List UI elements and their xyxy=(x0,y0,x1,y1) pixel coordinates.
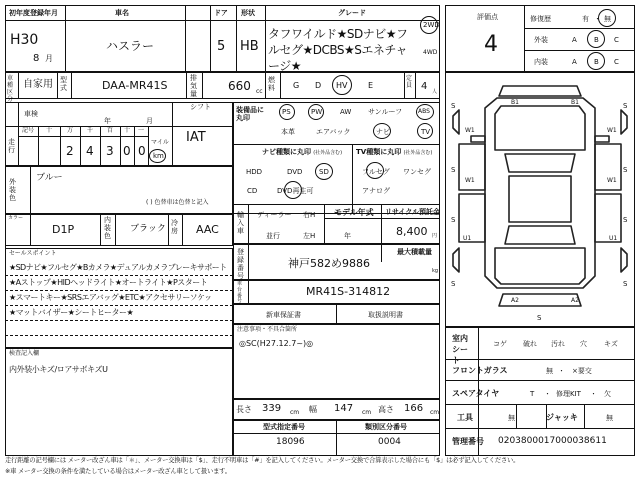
chassis-label: 車台番号 xyxy=(237,281,243,305)
usage: 自家用 xyxy=(23,79,53,90)
width-value: 147 xyxy=(334,403,354,414)
tools-value: 無 xyxy=(508,414,515,422)
dmg-w1-left-2: W1 xyxy=(465,177,475,184)
car-mirror-right xyxy=(595,136,609,142)
import-left: 左H xyxy=(303,232,316,240)
car-name-label: 車名 xyxy=(115,9,129,17)
ext-grade-a: A xyxy=(572,36,577,44)
navi-hdd: HDD xyxy=(246,168,263,176)
s-mark-3: S xyxy=(451,166,456,174)
digit-header-man: 万 xyxy=(67,127,74,134)
dmg-w1-right: W1 xyxy=(607,127,617,134)
mileage-digit-sen: 3 xyxy=(106,144,114,158)
tv-title xyxy=(356,148,432,157)
mgmt-value: 0203800017000038611 xyxy=(498,436,607,446)
repair-label: 修復歴 xyxy=(530,15,551,23)
insp-year-unit: 年 xyxy=(104,117,111,125)
equipment-label: 装備品に丸印 xyxy=(236,106,264,123)
car-mirror-left xyxy=(471,136,485,142)
inspector-label: 検査記入欄 xyxy=(9,350,40,357)
fuel-g: G xyxy=(293,81,300,90)
insp-month-unit: 月 xyxy=(146,117,153,125)
s-mark-5: S xyxy=(451,216,456,224)
navi-dvdplay: DVD再生可 xyxy=(277,187,314,195)
eq-navi: ナビ xyxy=(376,128,390,136)
dmg-a2-rear-right: A2 xyxy=(571,297,579,304)
seat-opt-scratch: キズ xyxy=(604,340,618,348)
seat-opt-burn: コゲ xyxy=(493,340,507,348)
s-mark-1: S xyxy=(451,102,456,110)
eq-aw: AW xyxy=(340,108,352,116)
mileage-label: 走行 xyxy=(8,138,15,155)
dmg-a2-rear-left: A2 xyxy=(511,297,519,304)
height-label: 高さ xyxy=(378,405,394,414)
class-code-value: 0004 xyxy=(378,437,401,447)
type-code-value: 18096 xyxy=(276,437,305,447)
tv-title-text: TV種類に丸印 xyxy=(356,148,402,156)
notes-label: 注意事項・不具合箇所 xyxy=(237,326,298,333)
tv-fullseg: フルセグ xyxy=(362,168,390,176)
grade-label: グレード xyxy=(338,9,366,17)
reg-month: 8 xyxy=(33,53,40,64)
interior-color-label: 内装色 xyxy=(104,216,111,241)
car-wheel-lf xyxy=(453,110,459,134)
interior-color: ブラック xyxy=(130,224,166,234)
score: 4 xyxy=(484,32,498,57)
repair-yes: 有 xyxy=(582,15,589,23)
max-load-kg: kg xyxy=(432,268,439,274)
ac: AAC xyxy=(196,223,219,236)
length-value: 339 xyxy=(262,403,282,414)
int-grade-b: B xyxy=(594,58,599,66)
import-label: 輸入車 xyxy=(237,211,244,236)
car-hood xyxy=(495,106,585,150)
exterior-color-label: 外装色 xyxy=(9,178,16,203)
seat-opt-stain: 汚れ xyxy=(551,340,565,348)
tv-title-sub: (社外品含む) xyxy=(403,150,433,156)
digit-header-10man: 十 xyxy=(46,127,53,134)
sales-line-3: ★スマートキー★SRSエアバッグ★ETC★アクセサリーソケッ xyxy=(9,293,212,302)
dmg-w1-right-2: W1 xyxy=(607,177,617,184)
unit-mile: マイル xyxy=(151,139,169,146)
spare-label: スペアタイヤ xyxy=(452,389,500,398)
navi-cd: CD xyxy=(247,187,258,195)
car-wheel-rf xyxy=(621,110,627,134)
drive-2wd: 2WD xyxy=(423,21,440,29)
glass-opt-none: 無 xyxy=(546,367,553,375)
digit-header-10: 十 xyxy=(124,127,131,134)
model-label: 型式 xyxy=(60,76,67,93)
digit-header-sen: 千 xyxy=(87,127,94,134)
dmg-u1-left: U1 xyxy=(463,235,472,242)
footer-line-2: ※車 メーター交換の条件を満たしている場合はメーター改ざん車として扱います。 xyxy=(5,468,231,475)
inspector-text: 内外装小キズ/ロアサボキズU xyxy=(9,365,108,374)
seat-opt-hole: 穴 xyxy=(580,340,587,348)
manual-book: 取扱説明書 xyxy=(368,311,403,319)
digit-header-symbol: 記号 xyxy=(22,127,35,134)
eq-leather: 本革 xyxy=(281,128,295,136)
repair-dot: ・ xyxy=(594,15,601,23)
eq-tv: TV xyxy=(421,128,431,136)
car-roof xyxy=(509,176,571,222)
digit-header-hyaku: 百 xyxy=(107,127,114,134)
chassis-value: MR41S-314812 xyxy=(306,285,391,298)
int-grade-c: C xyxy=(614,58,619,66)
displacement: 660 xyxy=(228,79,251,93)
model: DAA-MR41S xyxy=(102,79,168,92)
footer-line-1: 走行距離の記号欄には メーター改ざん車は「＊」、メーター交換車は「$」、走行不明車は「#」を記入してください。メーター交換で合算表示した場合にも「$」は必ず記入してください。 xyxy=(5,457,520,464)
sales-line-4: ★マットバイザー★シートヒーター★ xyxy=(9,308,134,317)
exterior-grade-label: 外装 xyxy=(534,36,548,44)
s-mark-8: S xyxy=(623,280,628,288)
door-label: ドア xyxy=(214,9,228,17)
interior-grade-label: 内装 xyxy=(534,58,548,66)
mileage-digit-10: 0 xyxy=(138,144,146,158)
spare-opt-kit: 修理KIT xyxy=(556,390,581,398)
shift: IAT xyxy=(186,130,206,145)
mileage-digit-10man: 2 xyxy=(66,144,74,158)
usage-label: 車種区分 xyxy=(7,75,14,103)
car-name: ハスラー xyxy=(106,39,155,53)
jack-label: ジャッキ xyxy=(546,413,578,422)
navi-title-text: ナビ種類に丸印 xyxy=(262,148,311,156)
notes-block xyxy=(233,324,440,399)
navi-title-sub: (社外品含む) xyxy=(313,150,343,156)
mileage-digit-hyaku: 0 xyxy=(123,144,131,158)
eq-sunroof: サンルーフ xyxy=(368,108,403,116)
recycle-label: リサイクル預託金 xyxy=(385,208,441,216)
ext-grade-b: B xyxy=(594,36,599,44)
tv-oneseg: ワンセグ xyxy=(403,168,431,176)
warranty-book: 新車保証書 xyxy=(266,311,301,319)
model-year-unit: 年 xyxy=(344,232,351,240)
car-tailgate xyxy=(495,248,585,284)
sales-line-1: ★SDナビ★フルセグ★Bカメラ★デュアルカメラブレーキサポート xyxy=(9,263,227,272)
eq-abs: ABS xyxy=(418,108,430,115)
s-mark-4: S xyxy=(623,166,628,174)
spare-opt-dot1: ・ xyxy=(544,390,551,398)
car-body-outline xyxy=(485,98,595,288)
drive-4wd: 4WD xyxy=(423,49,438,56)
unit-km: km xyxy=(153,152,164,160)
height-unit: cm xyxy=(430,409,440,416)
s-mark-9: S xyxy=(537,314,542,322)
eq-pw: PW xyxy=(311,108,323,116)
mgmt-label: 管理番号 xyxy=(452,437,484,446)
capacity-unit: 人 xyxy=(432,89,438,95)
glass-label: フロントガラス xyxy=(452,366,508,375)
grade: タフワイルド★SDナビ★フルセグ★DCBS★Sエネチャージ★ xyxy=(268,27,408,73)
sales-points-label: セールスポイント xyxy=(9,250,57,257)
width-label: 幅 xyxy=(309,405,317,414)
navi-title xyxy=(262,148,342,157)
s-mark-7: S xyxy=(451,280,456,288)
navi-sd: SD xyxy=(319,168,329,176)
height-value: 166 xyxy=(404,403,424,414)
fuel-e: E xyxy=(368,81,374,90)
eq-airbag: エアバック xyxy=(316,128,351,136)
dmg-b1-front-right: B1 xyxy=(571,99,579,106)
car-wheel-rr xyxy=(621,248,627,272)
reg-month-unit: 月 xyxy=(45,54,53,63)
class-code-label: 類別区分番号 xyxy=(365,423,407,431)
s-mark-6: S xyxy=(623,216,628,224)
import-right: 右H xyxy=(303,211,316,219)
int-grade-a: A xyxy=(572,58,577,66)
repair-no: 無 xyxy=(604,15,611,23)
dmg-b1-front-left: B1 xyxy=(511,99,519,106)
shift-label: シフト xyxy=(190,103,211,111)
capacity-label: 定員 xyxy=(406,75,413,89)
car-wheel-lr xyxy=(453,248,459,272)
car-rear-glass xyxy=(505,226,575,244)
width-unit: cm xyxy=(362,409,372,416)
exterior-color: ブルー xyxy=(36,173,63,183)
displacement-label: 排気量 xyxy=(190,74,197,99)
glass-opt-replace: ×要交 xyxy=(572,367,592,375)
fuel-hv: HV xyxy=(336,81,348,90)
eq-ps: PS xyxy=(282,108,291,116)
sales-line-2: ★Aストップ★HIDヘッドライト★オートライト★Pスタート xyxy=(9,278,208,287)
spare-opt-missing: 欠 xyxy=(604,390,611,398)
spare-opt-dot2: ・ xyxy=(590,390,597,398)
notes-text: ◎SC(H27.12.7~)◎ xyxy=(239,339,314,348)
recycle-value: 8,400 xyxy=(396,225,428,238)
ac-label: 冷房 xyxy=(171,219,178,236)
shape-label: 形状 xyxy=(241,9,255,17)
jack-value: 無 xyxy=(606,414,613,422)
fuel-label: 燃料 xyxy=(268,76,275,93)
doors: 5 xyxy=(217,39,226,54)
car-front-bumper xyxy=(499,86,581,96)
seat-opt-tear: 破れ xyxy=(523,340,537,348)
ext-grade-c: C xyxy=(614,36,619,44)
digit-header-1: 一 xyxy=(138,127,145,134)
length-label: 長さ xyxy=(236,405,252,414)
tv-analog: アナログ xyxy=(362,187,390,195)
seat-label: 室内シート xyxy=(452,334,468,365)
tools-label: 工具 xyxy=(457,413,473,422)
glass-opt-dot: ・ xyxy=(558,367,565,375)
dmg-w1-left: W1 xyxy=(465,127,475,134)
color-change-note: ( ) 色替車は色替と記入 xyxy=(146,199,209,206)
fuel-d: D xyxy=(315,81,322,90)
car-windscreen xyxy=(505,154,575,172)
reg-year-label: 初年度登録年月 xyxy=(9,9,58,17)
max-load-label: 最大積載量 xyxy=(397,248,432,256)
car-diagram xyxy=(445,72,635,327)
cc-unit: cc xyxy=(256,88,263,95)
navi-dvd: DVD xyxy=(287,168,303,176)
mileage-digit-man: 4 xyxy=(86,144,94,158)
registration-label: 登録番号 xyxy=(237,248,244,281)
registration-value: 神戸582め9886 xyxy=(288,257,370,270)
color-code-label: カラー xyxy=(8,215,24,221)
color-code: D1P xyxy=(52,223,75,236)
length-unit: cm xyxy=(290,409,300,416)
score-label: 評価点 xyxy=(477,13,498,21)
s-mark-2: S xyxy=(623,102,628,110)
inspection-label: 車検 xyxy=(24,110,38,118)
dmg-u1-right: U1 xyxy=(609,235,618,242)
model-year-label: モデル年式 xyxy=(334,208,374,217)
type-code-label: 型式指定番号 xyxy=(263,423,305,431)
recycle-unit: 円 xyxy=(432,233,438,239)
import-dealer: ディーラー xyxy=(257,211,292,219)
spare-opt-t: T xyxy=(530,390,535,398)
capacity: 4 xyxy=(421,81,428,92)
reg-era: H30 xyxy=(10,32,39,48)
shape: HB xyxy=(240,39,259,54)
import-parallel: 並行 xyxy=(266,232,280,240)
